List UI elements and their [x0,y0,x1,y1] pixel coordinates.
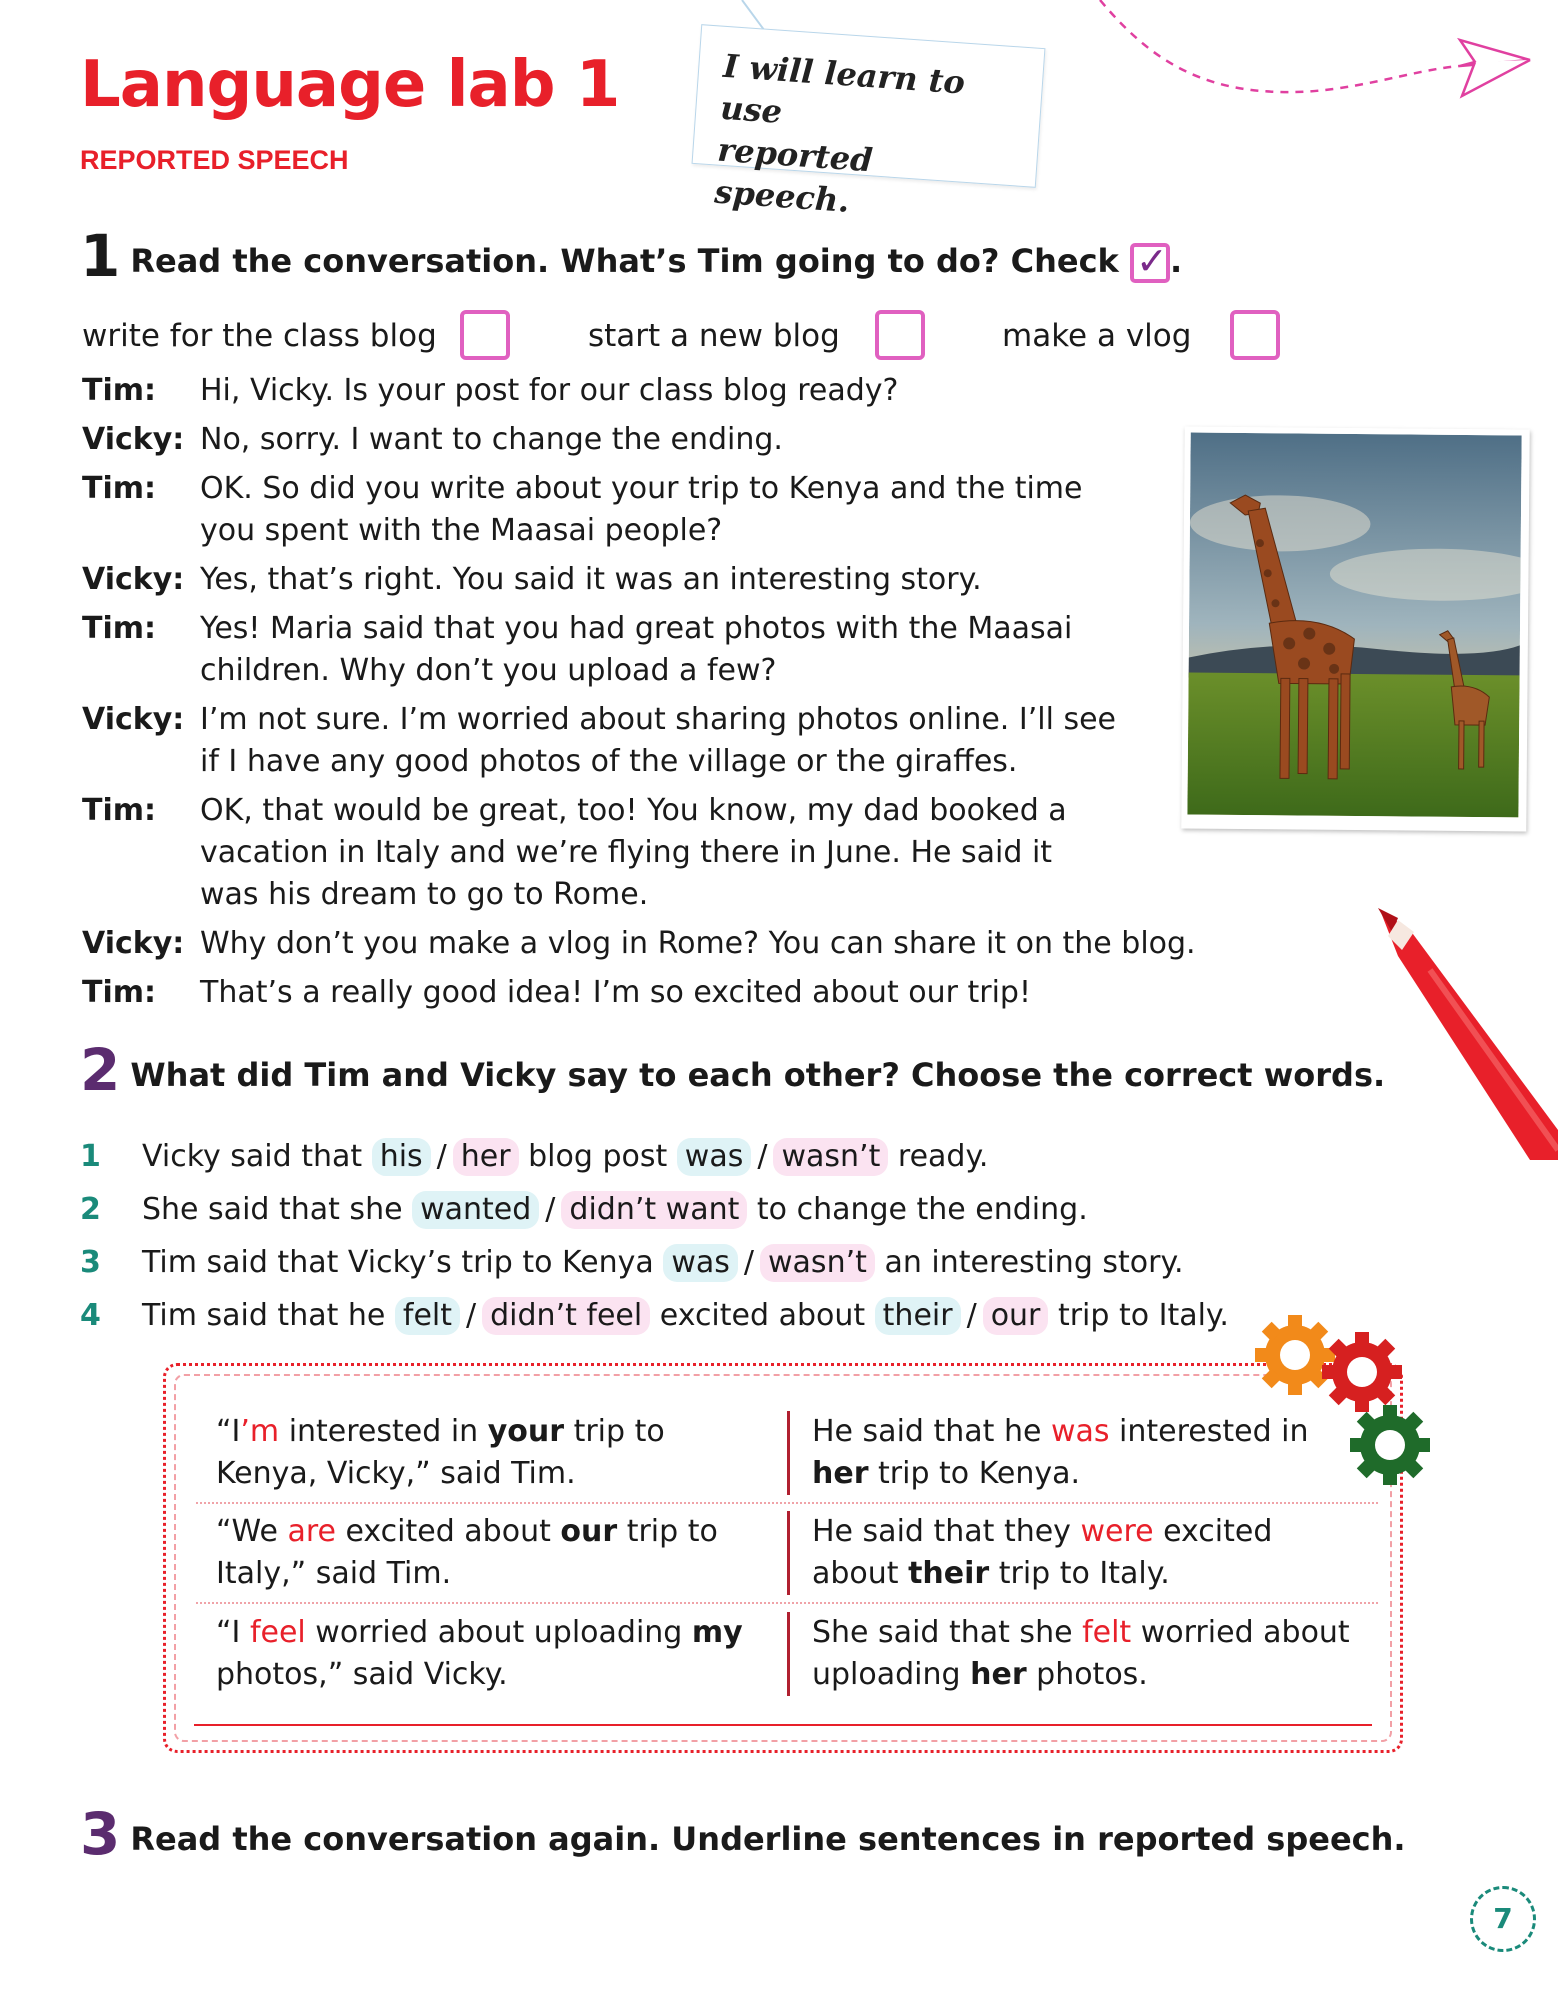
speaker: Vicky: [82,702,185,737]
item-text: blog post [528,1139,668,1174]
text-run: excited about [812,1514,1273,1591]
speaker: Tim: [82,975,157,1010]
pronoun-highlight: her [970,1657,1027,1692]
text-run: photos,” said Vicky. [216,1657,508,1692]
exercise-1-instruction-end: . [1169,242,1183,280]
direct-speech [196,1511,787,1595]
option-label: start a new blog [588,318,840,354]
item-number: 3 [80,1245,101,1280]
text-run: She said that she [812,1615,1083,1650]
text-run: worried about uploading [812,1615,1350,1692]
exercise-2-heading [80,1036,1385,1104]
choice-option[interactable]: felt [395,1297,460,1335]
option-checkbox-vlog[interactable] [1230,310,1280,360]
text-run: interested in [1109,1414,1309,1449]
exercise-1-instruction: Read the conversation. What’s Tim going to do? Check [130,242,1119,280]
text-run: He said that they [812,1514,1081,1549]
dialog-line [82,370,1212,412]
speaker: Vicky: [82,422,185,457]
check-icon: ✓ [1135,239,1168,283]
pronoun-highlight: her [812,1456,869,1491]
text-run: trip to Kenya, Vicky,” said Tim. [216,1414,665,1491]
page-subtitle: REPORTED SPEECH [80,145,349,175]
dialog-line [82,699,1212,783]
text-run: “We [216,1514,288,1549]
exercise-1-number: 1 [80,222,121,290]
exercise-2-item: 3 Tim said that Vicky’s trip to Kenya was / wasn’t an interesting story. [80,1244,1184,1280]
exercise-2-item: 2 She said that she wanted / didn’t want to change the ending. [80,1191,1088,1227]
giraffe-photo [1181,427,1529,832]
learning-goal-note [692,24,1046,220]
speech[interactable]: No, sorry. I want to change the ending. [200,422,783,457]
choice-option[interactable]: wasn’t [760,1244,875,1282]
text-run: “I [216,1615,250,1650]
speaker: Tim: [82,373,157,408]
text-run: trip to Kenya. [868,1456,1081,1491]
verb-highlight: feel [249,1615,306,1650]
option-label: make a vlog [1002,318,1192,354]
text-run: He said that he [812,1414,1051,1449]
choice-option[interactable]: wasn’t [773,1138,888,1176]
grammar-table [196,1404,1378,1704]
dialog-line [82,923,1212,965]
dialog-line [82,419,1212,461]
text-run: trip to Italy,” said Tim. [216,1514,718,1591]
speaker: Vicky: [82,562,185,597]
pronoun-highlight: our [560,1514,618,1549]
exercise-2-items [80,1130,1380,1342]
conversation [82,370,1212,1021]
choice-option[interactable]: was [663,1244,738,1282]
grammar-box [163,1363,1403,1753]
text-run: excited about [335,1514,561,1549]
pronoun-highlight: my [691,1615,743,1650]
item-text: excited about [659,1298,866,1333]
item-text: trip to Italy. [1057,1298,1229,1333]
speech[interactable]: I’m not sure. I’m worried about sharing photos online. I’ll see if I have any good photos of the village or the giraffes. [200,702,1116,779]
reported-speech [787,1612,1378,1696]
choice-option[interactable]: her [453,1138,519,1176]
exercise-3-instruction: Read the conversation again. Underline sentences in reported speech. [130,1820,1406,1858]
red-marker-icon [1370,900,1558,1160]
choice-option[interactable]: wanted [412,1191,539,1229]
grammar-row [196,1604,1378,1704]
giraffe-image [1187,433,1521,818]
exercise-3-heading [80,1800,1406,1868]
speaker: Tim: [82,611,157,646]
text-run: trip to Italy. [989,1556,1170,1591]
option-label: write for the class blog [82,318,437,354]
choice-option[interactable]: his [372,1138,431,1176]
dialog-line [82,608,1212,692]
grammar-row [196,1404,1378,1504]
speech[interactable]: Hi, Vicky. Is your post for our class blog ready? [200,373,899,408]
page-title: Language lab 1 [80,48,620,122]
check-example-box [1130,239,1170,283]
paper-airplane-icon [1090,0,1558,120]
choice-option[interactable]: their [875,1297,961,1335]
pronoun-highlight: their [908,1556,990,1591]
exercise-2-item: 4 Tim said that he felt / didn’t feel excited about their / our trip to Italy. [80,1297,1229,1333]
item-number: 2 [80,1192,101,1227]
item-text: to change the ending. [756,1192,1088,1227]
goal-line-2: reported speech. [713,130,874,220]
option-checkbox-new-blog[interactable] [875,310,925,360]
speech[interactable]: Yes, that’s right. You said it was an interesting story. [200,562,982,597]
text-run: “I [216,1414,241,1449]
choice-option[interactable]: our [983,1297,1049,1335]
item-text: She said that she [142,1192,403,1227]
direct-speech [196,1612,787,1696]
speech[interactable]: Why don’t you make a vlog in Rome? You can share it on the blog. [200,926,1196,961]
goal-line-1: I will learn to use [719,46,967,131]
exercise-1-heading [80,222,1182,290]
dialog-line [82,790,1212,916]
gears-icon [1250,1310,1440,1490]
speech[interactable]: OK. So did you write about your trip to Kenya and the time you spent with the Maasai people? [200,471,1083,548]
verb-highlight: was [1050,1414,1110,1449]
speaker: Vicky: [82,926,185,961]
exercise-2-number: 2 [80,1036,121,1104]
option-checkbox-write-blog[interactable] [460,310,510,360]
choice-option[interactable]: didn’t feel [482,1297,650,1335]
dialog-line [82,972,1212,1014]
text-run: photos. [1026,1657,1148,1692]
speech[interactable]: OK, that would be great, too! You know, my dad booked a vacation in Italy and we’re flying there in June. He said it was his dream to go to Rome. [200,793,1067,912]
item-text: Tim said that Vicky’s trip to Kenya [142,1245,654,1280]
page-number: 7 [1470,1886,1536,1952]
speaker: Tim: [82,793,157,828]
item-text: Tim said that he [142,1298,386,1333]
speaker: Tim: [82,471,157,506]
verb-highlight: ’m [240,1414,280,1449]
exercise-3-number: 3 [80,1800,121,1868]
text-run: worried about uploading [305,1615,692,1650]
grammar-row [196,1504,1378,1604]
item-number: 1 [80,1139,101,1174]
exercise-2-instruction: What did Tim and Vicky say to each other? Choose the correct words. [130,1056,1386,1094]
speech[interactable]: That’s a really good idea! I’m so excited about our trip! [200,975,1031,1010]
exercise-1-options [80,310,1280,370]
verb-highlight: felt [1082,1615,1132,1650]
item-text: ready. [897,1139,989,1174]
text-run: interested in [279,1414,488,1449]
grammar-bottom-rule [194,1724,1372,1726]
reported-speech [787,1511,1378,1595]
verb-highlight: were [1080,1514,1154,1549]
dialog-line [82,559,1212,601]
item-text: an interesting story. [884,1245,1184,1280]
choice-option[interactable]: was [677,1138,752,1176]
verb-highlight: are [287,1514,336,1549]
pronoun-highlight: your [487,1414,565,1449]
speech[interactable]: Yes! Maria said that you had great photos with the Maasai children. Why don’t you upload a few? [200,611,1073,688]
choice-option[interactable]: didn’t want [561,1191,747,1229]
dialog-line [82,468,1212,552]
item-number: 4 [80,1298,101,1333]
item-text: Vicky said that [142,1139,363,1174]
exercise-2-item: 1 Vicky said that his / her blog post was / wasn’t ready. [80,1138,989,1174]
direct-speech [196,1411,787,1495]
